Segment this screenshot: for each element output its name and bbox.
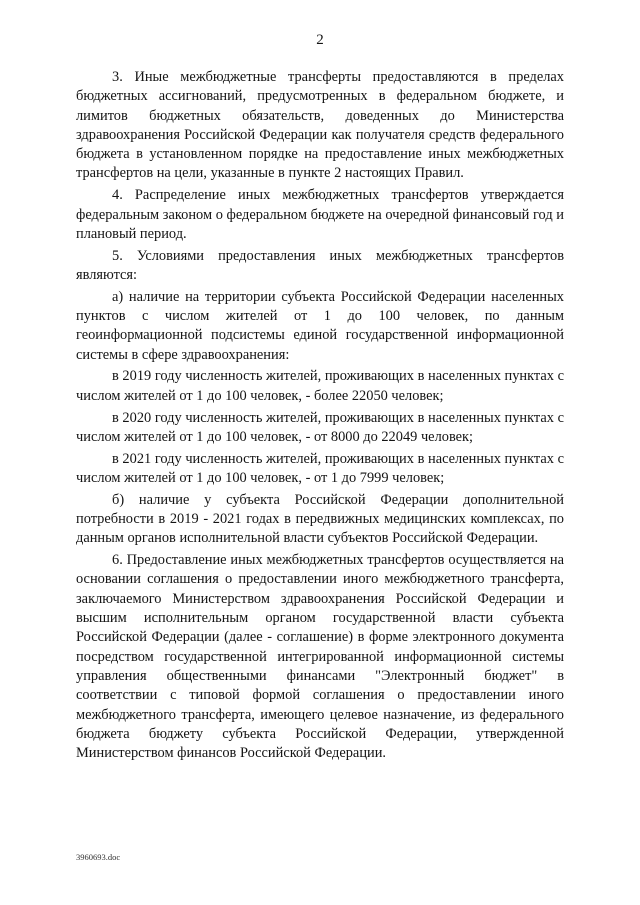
document-body <box>76 68 564 763</box>
paragraph-4: 4. Распределение иных межбюджетных трансфертов утверждается федеральным законом о федеральном бюджете на очередной финансовый год и плановый период. <box>76 187 564 242</box>
paragraph-2020: в 2020 году численность жителей, проживающих в населенных пунктах с числом жителей от 1 до 100 человек, - от 8000 до 22049 человек; <box>76 409 564 445</box>
paragraph-2019: в 2019 году численность жителей, проживающих в населенных пунктах с числом жителей от 1 до 100 человек, - более 22050 человек; <box>76 368 564 404</box>
paragraph-5: 5. Условиями предоставления иных межбюджетных трансфертов являются: <box>76 247 564 283</box>
paragraph-5b: б) наличие у субъекта Российской Федерации дополнительной потребности в 2019 - 2021 годах в передвижных медицинских комплексах, по данным органов исполнительной власти субъектов Российской Федерации. <box>76 491 564 547</box>
paragraph-6: 6. Предоставление иных межбюджетных трансфертов осуществляется на основании соглашения о предоставлении иного межбюджетного трансферта, заключаемого Министерством здравоохранения Российской Федерации и высшим исполнительным органом государственной власти субъекта Российской Федерации (далее - соглашение) в форме электронного документа посредством государственной интегрированной информационной системы управления общественными финансами "Электронный бюджет" в соответствии с типовой формой соглашения о предоставлении иного межбюджетного трансферта, имеющего целевое назначение, из федерального бюджета бюджету субъекта Российской Федерации, утвержденной Министерством финансов Российской Федерации. <box>76 552 564 762</box>
paragraph-5a: а) наличие на территории субъекта Российской Федерации населенных пунктов с числом жителей от 1 до 100 человек, по данным геоинформационной подсистемы единой государственной информационной системы в сфере здравоохранения: <box>76 288 564 363</box>
page-number: 2 <box>316 32 324 48</box>
paragraph-2021: в 2021 году численность жителей, проживающих в населенных пунктах с числом жителей от 1 до 100 человек, - от 1 до 7999 человек; <box>76 450 564 486</box>
footer-file-code: 3960693.doc <box>76 852 121 862</box>
paragraph-3: 3. Иные межбюджетные трансферты предоставляются в пределах бюджетных ассигнований, предусмотренных в федеральном бюджете, и лимитов бюджетных обязательств, доведенных до Министерства здравоохранения Российской Федерации как получателя средств федерального бюджета в установленном порядке на предоставление иных межбюджетных трансфертов на цели, указанные в пункте 2 настоящих Правил. <box>76 69 564 182</box>
